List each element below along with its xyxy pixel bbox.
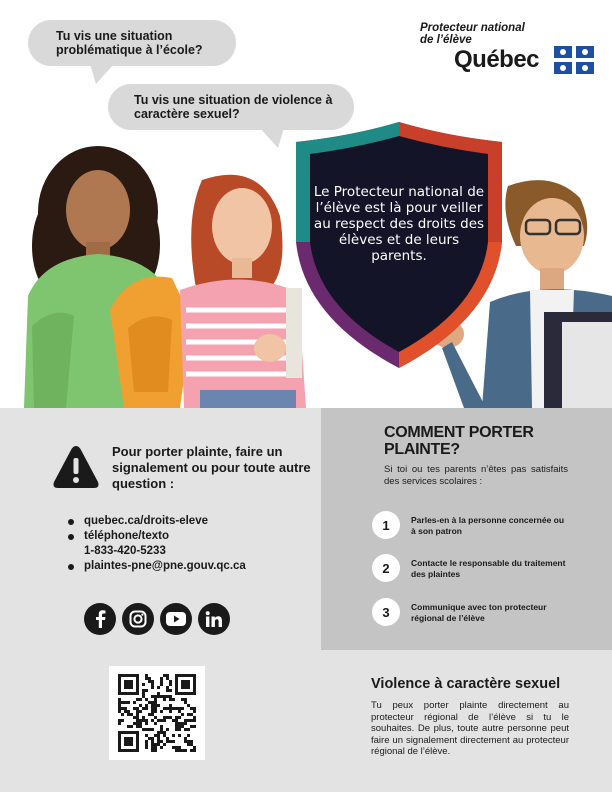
qr-module	[118, 698, 121, 701]
qr-module	[151, 728, 154, 731]
qr-module	[118, 722, 121, 725]
qr-module	[163, 698, 166, 701]
qr-module	[160, 731, 163, 734]
how-to-complain-intro: Si toi ou tes parents n’êtes pas satisfaits des services scolaires :	[384, 464, 568, 487]
qr-module	[142, 683, 145, 686]
qr-module	[190, 743, 193, 746]
complaint-heading: Pour porter plainte, faire un signalement ou pour toute autre question :	[112, 444, 311, 491]
qr-module	[151, 686, 154, 689]
qr-module	[139, 725, 142, 728]
qr-module	[175, 716, 178, 719]
qr-module	[139, 722, 142, 725]
qr-module	[184, 719, 187, 722]
qr-module	[130, 725, 133, 728]
qr-module	[190, 740, 193, 743]
qr-module	[151, 737, 154, 740]
step-number: 3	[372, 598, 400, 626]
speech-bubble-text: Tu vis une situation problématique à l’école?	[56, 29, 203, 57]
bullet-icon	[68, 534, 74, 540]
qr-module	[145, 707, 148, 710]
qr-module	[154, 749, 157, 752]
qr-module	[127, 701, 130, 704]
qr-module	[181, 698, 184, 701]
qr-module	[139, 710, 142, 713]
qr-module	[145, 689, 148, 692]
qr-module	[160, 728, 163, 731]
qr-module	[154, 716, 157, 719]
qr-module	[154, 710, 157, 713]
qr-module	[160, 719, 163, 722]
speech-bubble-text: Tu vis une situation de violence à caractère sexuel?	[134, 93, 333, 121]
qr-module	[190, 749, 193, 752]
qr-module	[148, 737, 151, 740]
qr-module	[124, 701, 127, 704]
qr-module	[169, 710, 172, 713]
qr-module	[136, 725, 139, 728]
bullet-icon	[68, 564, 74, 570]
qr-module	[178, 749, 181, 752]
qr-module	[190, 725, 193, 728]
qr-module	[133, 701, 136, 704]
qr-module	[166, 737, 169, 740]
qr-module	[145, 746, 148, 749]
qr-module	[172, 719, 175, 722]
qr-module	[184, 737, 187, 740]
qr-module	[121, 719, 124, 722]
qr-module	[160, 680, 163, 683]
qr-module	[145, 722, 148, 725]
facebook-glyph-icon	[93, 610, 107, 628]
qr-module	[148, 701, 151, 704]
step-3	[372, 598, 592, 628]
qr-module	[190, 719, 193, 722]
instagram-icon[interactable]	[122, 603, 154, 635]
qr-module	[145, 677, 148, 680]
qr-module	[151, 743, 154, 746]
qr-module	[145, 743, 148, 746]
bullet-icon	[68, 519, 74, 525]
qr-module	[178, 725, 181, 728]
qr-module	[187, 719, 190, 722]
speech-bubble-tail	[260, 128, 284, 148]
qr-module	[121, 701, 124, 704]
qr-module	[118, 710, 121, 713]
qr-module	[145, 740, 148, 743]
qr-module	[163, 731, 166, 734]
qr-module	[145, 704, 148, 707]
qr-module	[136, 722, 139, 725]
qr-module	[169, 707, 172, 710]
qr-module	[181, 707, 184, 710]
qr-module	[157, 740, 160, 743]
qr-module	[163, 743, 166, 746]
shield-message: Le Protecteur national de l’élève est là pour veiller au respect des droits des élèves et de leurs parents.	[313, 184, 485, 264]
contact-phone-number[interactable]: 1-833-420-5233	[84, 545, 166, 557]
social-links	[84, 603, 230, 635]
qr-module	[145, 734, 148, 737]
qr-module	[169, 689, 172, 692]
qr-module	[172, 746, 175, 749]
qr-module	[190, 707, 193, 710]
qr-module	[169, 740, 172, 743]
qr-module	[151, 704, 154, 707]
qr-module	[154, 698, 157, 701]
qr-module	[169, 683, 172, 686]
qr-module	[160, 677, 163, 680]
qr-module	[184, 722, 187, 725]
qr-module	[166, 689, 169, 692]
qr-module	[178, 734, 181, 737]
logo-wordmark: Québec	[454, 46, 540, 73]
qr-module	[142, 695, 145, 698]
qr-module	[181, 749, 184, 752]
instagram-glyph-icon	[129, 610, 147, 628]
qr-module	[151, 683, 154, 686]
qr-module	[133, 722, 136, 725]
qr-module	[157, 731, 160, 734]
speech-bubble-school-problem	[28, 20, 236, 66]
qr-finder	[124, 680, 133, 689]
qr-module	[172, 707, 175, 710]
qr-module	[187, 713, 190, 716]
qr-module	[160, 710, 163, 713]
qr-module	[142, 716, 145, 719]
qr-module	[151, 749, 154, 752]
qr-module	[193, 725, 196, 728]
qr-module	[181, 713, 184, 716]
qr-module	[139, 719, 142, 722]
qr-module	[145, 698, 148, 701]
qr-module	[151, 707, 154, 710]
qr-module	[145, 719, 148, 722]
qr-module	[121, 707, 124, 710]
qr-module	[190, 713, 193, 716]
contact-phone-label: téléphone/texto	[68, 529, 246, 544]
qr-module	[118, 704, 121, 707]
linkedin-icon[interactable]	[198, 603, 230, 635]
qr-module	[163, 719, 166, 722]
qr-module	[151, 713, 154, 716]
qr-code[interactable]	[109, 666, 205, 760]
qr-module	[151, 695, 154, 698]
facebook-icon[interactable]	[84, 603, 116, 635]
qr-module	[154, 743, 157, 746]
qr-module	[193, 710, 196, 713]
contact-website-link[interactable]: quebec.ca/droits-eleve	[68, 514, 246, 529]
qr-module	[151, 740, 154, 743]
qr-module	[127, 725, 130, 728]
how-to-complain-title: COMMENT PORTER PLAINTE?	[384, 424, 534, 458]
qr-module	[160, 695, 163, 698]
sexual-violence-text: Tu peux porter plainte directement au protecteur régional de l’élève si tu le souhaites. De plus, toute autre personne peut faire un signalement directement au protecteur régional de l’élève.	[371, 700, 569, 757]
qr-module	[145, 674, 148, 677]
qr-module	[154, 707, 157, 710]
qr-module	[154, 722, 157, 725]
quebec-flag-icon	[554, 46, 594, 74]
qr-module	[184, 740, 187, 743]
qr-module	[154, 695, 157, 698]
quebec-logo	[420, 22, 596, 78]
qr-module	[169, 680, 172, 683]
qr-module	[169, 695, 172, 698]
qr-module	[193, 746, 196, 749]
youtube-icon[interactable]	[160, 603, 192, 635]
step-text: Parles-en à la personne concernée ou à son patron	[411, 515, 565, 536]
qr-module	[166, 695, 169, 698]
qr-module	[193, 719, 196, 722]
qr-module	[124, 710, 127, 713]
qr-finder	[124, 737, 133, 746]
qr-module	[118, 719, 121, 722]
warning-icon	[52, 444, 100, 490]
qr-module	[157, 734, 160, 737]
qr-module	[127, 710, 130, 713]
qr-module	[139, 704, 142, 707]
qr-module	[187, 728, 190, 731]
step-number: 2	[372, 554, 400, 582]
qr-module	[163, 716, 166, 719]
youtube-glyph-icon	[166, 612, 186, 626]
qr-module	[172, 734, 175, 737]
step-text: Communique avec ton protecteur régional de l’élève	[411, 602, 547, 623]
linkedin-glyph-icon	[205, 611, 223, 627]
qr-module	[166, 707, 169, 710]
qr-module	[160, 740, 163, 743]
qr-module	[160, 683, 163, 686]
qr-module	[136, 698, 139, 701]
qr-module	[169, 704, 172, 707]
step-2	[372, 554, 592, 584]
qr-module	[130, 713, 133, 716]
qr-module	[154, 701, 157, 704]
qr-module	[154, 704, 157, 707]
qr-module	[193, 716, 196, 719]
qr-module	[175, 725, 178, 728]
qr-module	[157, 737, 160, 740]
student-girl-striped-shirt-image	[110, 160, 320, 408]
qr-module	[193, 707, 196, 710]
qr-module	[136, 719, 139, 722]
qr-module	[139, 698, 142, 701]
qr-module	[187, 704, 190, 707]
qr-module	[151, 719, 154, 722]
qr-module	[178, 728, 181, 731]
qr-module	[172, 740, 175, 743]
qr-module	[175, 707, 178, 710]
qr-module	[184, 728, 187, 731]
logo-org-line2: de l’élève	[420, 34, 472, 46]
qr-module	[157, 704, 160, 707]
qr-module	[184, 698, 187, 701]
qr-module	[166, 728, 169, 731]
contact-email-link[interactable]: plaintes-pne@pne.gouv.qc.ca	[68, 559, 246, 574]
step-text: Contacte le responsable du traitement des plaintes	[411, 558, 566, 579]
qr-module	[136, 710, 139, 713]
qr-module	[166, 677, 169, 680]
qr-module	[175, 728, 178, 731]
qr-module	[121, 713, 124, 716]
qr-module	[154, 746, 157, 749]
qr-module	[157, 719, 160, 722]
qr-module	[151, 680, 154, 683]
step-1	[372, 511, 592, 541]
qr-module	[166, 674, 169, 677]
qr-module	[178, 707, 181, 710]
qr-module	[160, 725, 163, 728]
qr-module	[118, 701, 121, 704]
qr-module	[145, 728, 148, 731]
contact-list	[68, 514, 246, 574]
qr-module	[187, 743, 190, 746]
sexual-violence-title: Violence à caractère sexuel	[371, 676, 561, 692]
qr-module	[187, 740, 190, 743]
speech-bubble-tail	[90, 64, 114, 84]
qr-module	[151, 701, 154, 704]
qr-module	[127, 713, 130, 716]
qr-module	[184, 749, 187, 752]
qr-module	[172, 698, 175, 701]
qr-module	[142, 728, 145, 731]
qr-finder	[181, 680, 190, 689]
logo-org-line1: Protecteur national	[420, 22, 525, 34]
qr-module	[178, 710, 181, 713]
qr-module	[163, 734, 166, 737]
qr-module	[142, 689, 145, 692]
qr-module	[124, 707, 127, 710]
qr-module	[157, 743, 160, 746]
qr-module	[142, 719, 145, 722]
qr-module	[166, 740, 169, 743]
qr-module	[157, 692, 160, 695]
qr-module	[163, 695, 166, 698]
qr-module	[157, 686, 160, 689]
qr-module	[175, 719, 178, 722]
qr-module	[175, 722, 178, 725]
qr-module	[154, 734, 157, 737]
qr-module	[163, 707, 166, 710]
qr-module	[142, 707, 145, 710]
qr-module	[163, 674, 166, 677]
qr-module	[175, 746, 178, 749]
qr-module	[193, 749, 196, 752]
qr-module	[160, 746, 163, 749]
qr-module	[187, 734, 190, 737]
qr-module	[169, 716, 172, 719]
qr-module	[133, 707, 136, 710]
qr-module	[148, 680, 151, 683]
qr-module	[133, 716, 136, 719]
qr-module	[157, 695, 160, 698]
qr-module	[178, 746, 181, 749]
step-number: 1	[372, 511, 400, 539]
qr-module	[181, 725, 184, 728]
qr-code-icon	[118, 674, 196, 752]
qr-module	[118, 707, 121, 710]
qr-module	[148, 728, 151, 731]
mission-shield	[296, 122, 502, 368]
qr-module	[151, 746, 154, 749]
qr-module	[151, 710, 154, 713]
qr-module	[166, 686, 169, 689]
qr-module	[136, 707, 139, 710]
qr-module	[136, 713, 139, 716]
qr-module	[178, 716, 181, 719]
qr-module	[175, 749, 178, 752]
qr-module	[181, 722, 184, 725]
qr-module	[169, 698, 172, 701]
qr-module	[142, 692, 145, 695]
qr-module	[148, 677, 151, 680]
qr-module	[166, 716, 169, 719]
qr-module	[148, 713, 151, 716]
qr-module	[136, 716, 139, 719]
qr-module	[184, 701, 187, 704]
qr-module	[178, 722, 181, 725]
